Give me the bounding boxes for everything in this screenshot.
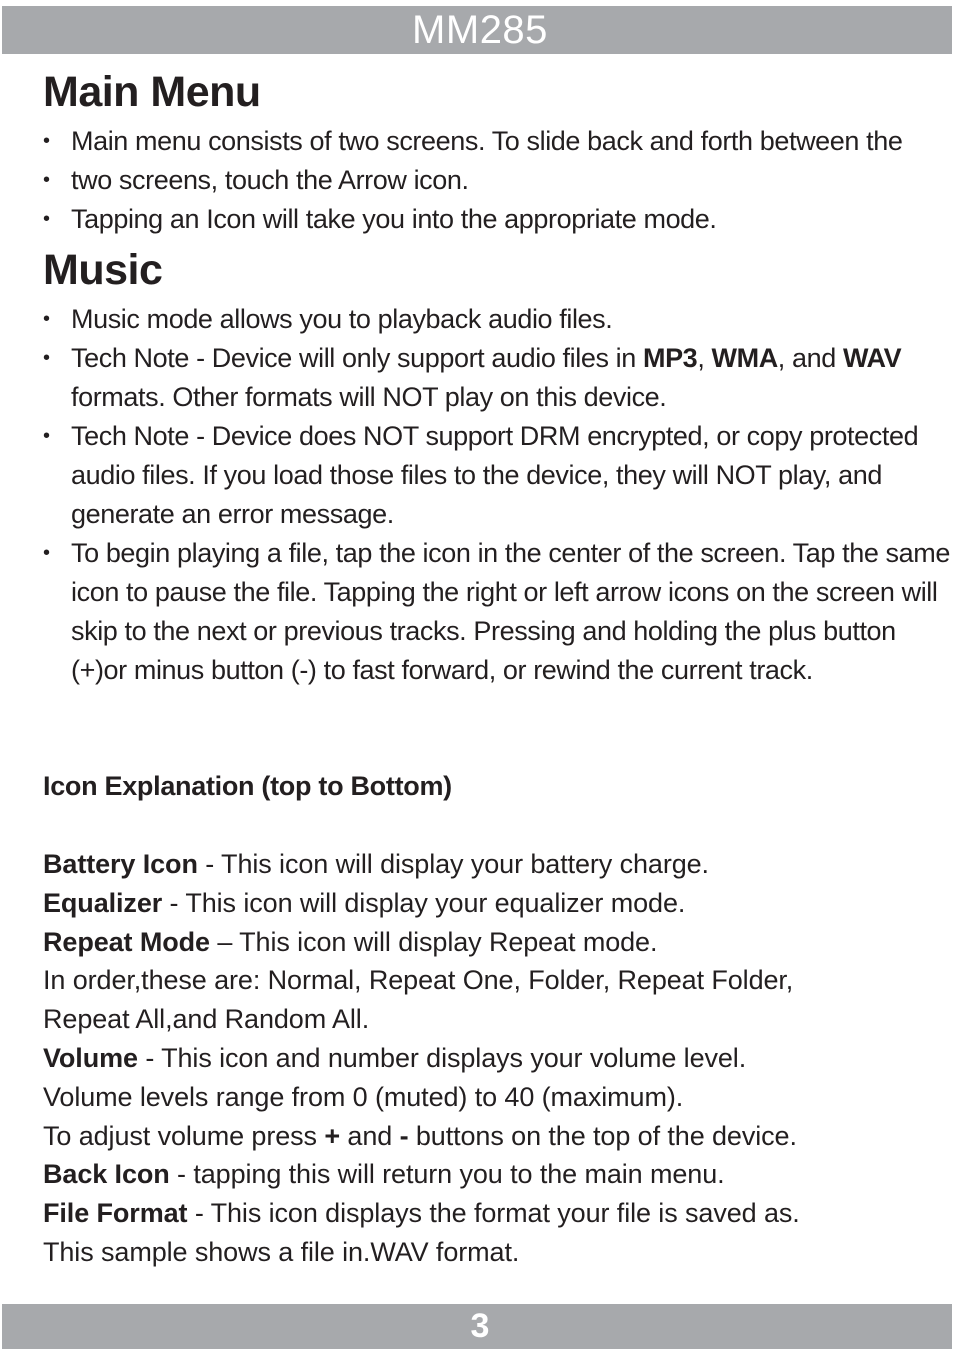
back-icon-entry: Back Icon - tapping this will return you to the main menu.	[43, 1159, 725, 1190]
volume-entry: Volume - This icon and number displays your volume level.	[43, 1042, 747, 1073]
file-format-entry: File Format - This icon displays the format your file is saved as.	[43, 1198, 800, 1229]
bullet-icon: •	[43, 542, 50, 564]
list-item: • Music mode allows you to playback audio files.	[43, 300, 953, 339]
file-format-sample-line: This sample shows a file in.WAV format.	[43, 1236, 520, 1267]
bullet-icon: •	[43, 425, 50, 447]
bullet-icon: •	[43, 130, 50, 152]
model-title: MM285	[412, 8, 548, 52]
icon-explanation-heading: Icon Explanation (top to Bottom)	[43, 771, 452, 801]
page-number: 3	[470, 1307, 490, 1345]
equalizer-entry: Equalizer - This icon will display your equalizer mode.	[43, 887, 686, 918]
repeat-modes-line: In order,these are: Normal, Repeat One, Folder, Repeat Folder,	[43, 965, 794, 996]
volume-range-line: Volume levels range from 0 (muted) to 40 (maximum).	[43, 1081, 684, 1112]
icon-explanation-list	[43, 845, 943, 1272]
list-item: • Tech Note - Device does NOT support DRM encrypted, or copy protected audio files. If you load those files to the device, they will NOT play, and generate an error message.	[43, 417, 953, 534]
battery-entry: Battery Icon - This icon will display your battery charge.	[43, 849, 709, 879]
bullet-icon: •	[43, 308, 50, 330]
list-item: • To begin playing a file, tap the icon in the center of the screen. Tap the same icon to pause the file. Tapping the right or left arrow icons on the screen will skip to the next or previous tracks. Pressing and holding the plus button (+)or minus button (-) to fast forward, or rewind the current track.	[43, 534, 953, 690]
list-item: • Main menu consists of two screens. To slide back and forth between the	[43, 122, 953, 161]
main-content	[43, 62, 953, 690]
volume-adjust-line: To adjust volume press + and - buttons on the top of the device.	[43, 1120, 797, 1151]
music-heading: Music	[43, 246, 163, 294]
bullet-icon: •	[43, 208, 50, 230]
list-item: • Tech Note - Device will only support audio files in MP3, WMA, and WAV formats. Other formats will NOT play on this device.	[43, 339, 953, 417]
bullet-icon: •	[43, 347, 50, 369]
main-menu-heading: Main Menu	[43, 68, 261, 116]
list-item: • two screens, touch the Arrow icon.	[43, 161, 953, 200]
main-menu-list	[43, 122, 953, 239]
music-list	[43, 300, 953, 690]
repeat-modes-line: Repeat All,and Random All.	[43, 1004, 370, 1035]
repeat-entry: Repeat Mode – This icon will display Repeat mode.	[43, 926, 658, 957]
bullet-icon: •	[43, 169, 50, 191]
list-item: • Tapping an Icon will take you into the appropriate mode.	[43, 200, 953, 239]
